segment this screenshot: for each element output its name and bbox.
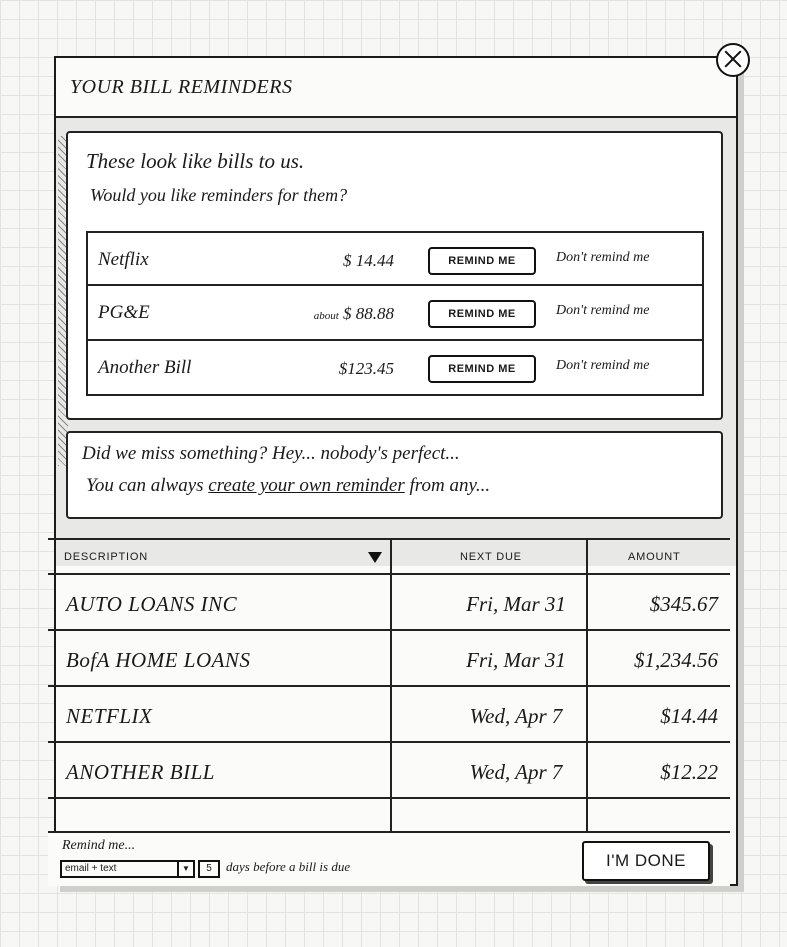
dialog-titlebar	[56, 58, 736, 118]
days-before-label: days before a bill is due	[226, 859, 351, 874]
suggested-bill-row	[86, 286, 704, 341]
row-amount: $345.67	[649, 592, 718, 616]
missed-hint-suffix: from any...	[409, 475, 491, 496]
bill-amount	[284, 359, 394, 379]
table-header	[48, 538, 730, 575]
footer-bar	[48, 831, 730, 886]
table-row[interactable]	[48, 687, 730, 743]
row-description: AUTO LOANS INC	[66, 592, 238, 616]
suggestions-heading: These look like bills to us.	[86, 149, 305, 173]
row-description: NETFLIX	[66, 704, 153, 728]
suggested-bill-row	[86, 341, 704, 396]
remind-me-button[interactable]: REMIND ME	[428, 355, 536, 383]
amount-value: $123.45	[338, 359, 394, 378]
missed-something-panel	[66, 431, 723, 519]
table-row[interactable]	[48, 631, 730, 687]
row-amount: $14.44	[660, 704, 718, 728]
suggested-bills-panel	[66, 131, 723, 420]
suggestions-subheading: Would you like reminders for them?	[90, 185, 348, 205]
column-header-next-due[interactable]: NEXT DUE	[460, 551, 522, 563]
bill-amount	[284, 304, 394, 324]
row-next-due: Fri, Mar 31	[466, 648, 566, 672]
row-amount: $1,234.56	[634, 648, 718, 672]
row-amount: $12.22	[660, 760, 718, 784]
amount-value: $ 14.44	[343, 251, 394, 270]
sort-down-icon[interactable]	[368, 552, 382, 563]
table-row[interactable]	[48, 575, 730, 631]
row-next-due: Wed, Apr 7	[469, 704, 563, 728]
bill-amount	[284, 251, 394, 271]
done-button[interactable]: I'M DONE	[582, 841, 710, 881]
row-description: ANOTHER BILL	[66, 760, 215, 784]
chevron-down-icon[interactable]: ▼	[177, 862, 193, 876]
amount-value: $ 88.88	[343, 304, 394, 323]
amount-qualifier: about	[313, 310, 339, 322]
column-header-description[interactable]: DESCRIPTION	[64, 551, 148, 563]
remind-me-label: Remind me...	[62, 838, 136, 853]
remind-me-button[interactable]: REMIND ME	[428, 247, 536, 275]
remind-me-button[interactable]: REMIND ME	[428, 300, 536, 328]
days-before-input[interactable]: 5	[198, 860, 220, 878]
row-next-due: Fri, Mar 31	[466, 592, 566, 616]
dialog-title: YOUR BILL REMINDERS	[70, 76, 293, 98]
missed-message: Did we miss something? Hey... nobody's perfect...	[82, 443, 460, 464]
create-reminder-link[interactable]: create your own reminder	[208, 475, 405, 496]
suggested-bill-row	[86, 231, 704, 286]
dont-remind-link[interactable]: Don't remind me	[556, 250, 650, 265]
close-icon[interactable]	[716, 43, 750, 77]
dont-remind-link[interactable]: Don't remind me	[556, 358, 650, 373]
bill-name: Netflix	[98, 249, 149, 270]
row-description: BofA HOME LOANS	[66, 648, 251, 672]
column-header-amount[interactable]: AMOUNT	[628, 551, 681, 563]
reminder-method-select[interactable]	[60, 860, 195, 878]
dont-remind-link[interactable]: Don't remind me	[556, 303, 650, 318]
table-row-partial[interactable]	[48, 799, 730, 831]
table-row[interactable]	[48, 743, 730, 799]
reminder-method-value: email + text	[65, 863, 117, 874]
bill-name: Another Bill	[98, 357, 192, 378]
missed-hint-prefix: You can always	[86, 475, 204, 496]
bill-name: PG&E	[98, 302, 150, 323]
missed-hint	[86, 475, 490, 497]
row-next-due: Wed, Apr 7	[469, 760, 563, 784]
bill-reminders-dialog	[54, 56, 738, 886]
